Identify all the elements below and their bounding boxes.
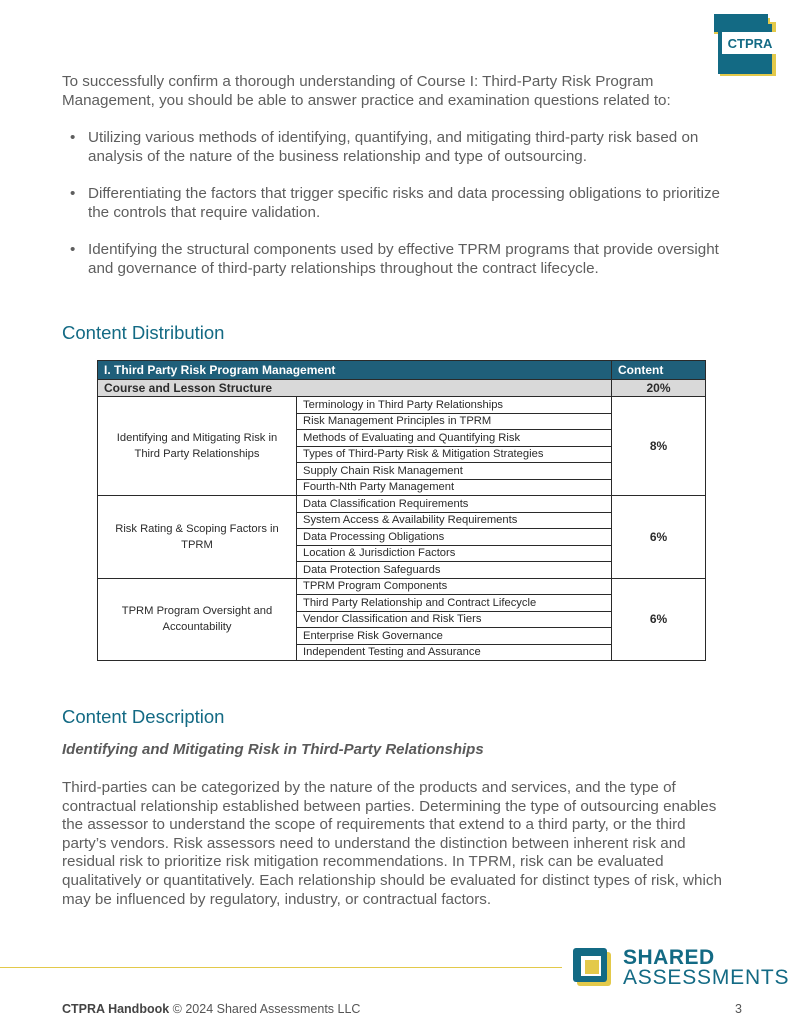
lesson-cell: Third Party Relationship and Contract Lifecycle [297, 595, 612, 612]
list-item [62, 128, 732, 166]
shared-assessments-logo [573, 946, 790, 992]
objectives-list [62, 128, 732, 296]
bullet-icon: • [70, 185, 76, 202]
percent-cell: 8% [612, 397, 706, 496]
lesson-cell: Fourth-Nth Party Management [297, 479, 612, 496]
content-distribution-heading: Content Distribution [62, 322, 225, 343]
brand-line-2: ASSESSMENTS [623, 966, 790, 989]
lesson-cell: Risk Management Principles in TPRM [297, 413, 612, 430]
objective-text: Utilizing various methods of identifying, quantifying, and mitigating third-party risk based on analysis of the nature of the business relationship and type of outsourcing. [88, 129, 699, 165]
brand-line-1: SHARED [623, 946, 715, 969]
lesson-cell: Location & Jurisdiction Factors [297, 545, 612, 562]
lesson-cell: Methods of Evaluating and Quantifying Risk [297, 430, 612, 447]
footer-divider [0, 967, 562, 968]
copyright-text: © 2024 Shared Assessments LLC [172, 1002, 361, 1016]
lesson-cell: Data Processing Obligations [297, 529, 612, 546]
table-row [98, 397, 706, 414]
category-cell: Identifying and Mitigating Risk in Third Party Relationships [98, 397, 297, 496]
table-row [98, 578, 706, 595]
lesson-cell: Independent Testing and Assurance [297, 644, 612, 661]
bullet-icon: • [70, 129, 76, 146]
ctpra-logo-text: CTPRA [727, 36, 773, 51]
intro-paragraph: To successfully confirm a thorough understanding of Course I: Third-Party Risk Program Management, you should be able to answer practice and examination questions related to: [62, 73, 671, 109]
page-number: 3 [735, 1002, 742, 1016]
objective-text: Identifying the structural components used by effective TPRM programs that provide oversight and governance of third-party relationships throughout the contract lifecycle. [88, 241, 719, 277]
lesson-cell: Data Protection Safeguards [297, 562, 612, 579]
structure-percent: 20% [612, 380, 706, 397]
lesson-cell: Vendor Classification and Risk Tiers [297, 611, 612, 628]
lesson-cell: Types of Third-Party Risk & Mitigation Strategies [297, 446, 612, 463]
handbook-title: CTPRA Handbook [62, 1002, 170, 1016]
table-header-row [98, 361, 706, 380]
ctpra-logo [710, 12, 780, 78]
category-cell: Risk Rating & Scoping Factors in TPRM [98, 496, 297, 579]
structure-row [98, 380, 706, 397]
intro-text-block [62, 72, 732, 110]
lesson-cell: TPRM Program Components [297, 578, 612, 595]
shared-assessments-mark-icon [573, 948, 613, 988]
objective-text: Differentiating the factors that trigger specific risks and data processing obligations to prioritize the controls that require validation. [88, 185, 721, 221]
bullet-icon: • [70, 241, 76, 258]
content-distribution-table [97, 360, 706, 661]
lesson-cell: Terminology in Third Party Relationships [297, 397, 612, 414]
category-cell: TPRM Program Oversight and Accountability [98, 578, 297, 661]
lesson-cell: Enterprise Risk Governance [297, 628, 612, 645]
lesson-cell: Supply Chain Risk Management [297, 463, 612, 480]
content-description-heading: Content Description [62, 706, 225, 727]
list-item [62, 240, 732, 278]
lesson-cell: Data Classification Requirements [297, 496, 612, 513]
description-paragraph: Third-parties can be categorized by the nature of the products and services, and the type of contractual relationship established between parties. Determining the type of outsourcing enables the assessor to understand the scope of requirements that extend to a third party, or the third party’s vendors. Risk assessors need to understand the distinction between inherent risk and residual risk to prioritize risk mitigation recommendations. In TPRM, risk can be evaluated qualitatively or quantitatively. Each relationship should be evaluated for distinct types of risk, which may be influenced by regulatory, industry, or contractual factors. [62, 779, 722, 908]
footer-copyright [62, 1002, 360, 1016]
lesson-cell: System Access & Availability Requirements [297, 512, 612, 529]
course-header: I. Third Party Risk Program Management [98, 361, 612, 380]
percent-cell: 6% [612, 578, 706, 661]
percent-cell: 6% [612, 496, 706, 579]
list-item [62, 184, 732, 222]
table-row [98, 496, 706, 513]
structure-label: Course and Lesson Structure [98, 380, 612, 397]
description-subtitle: Identifying and Mitigating Risk in Third-Party Relationships [62, 741, 484, 758]
content-header: Content [612, 361, 706, 380]
